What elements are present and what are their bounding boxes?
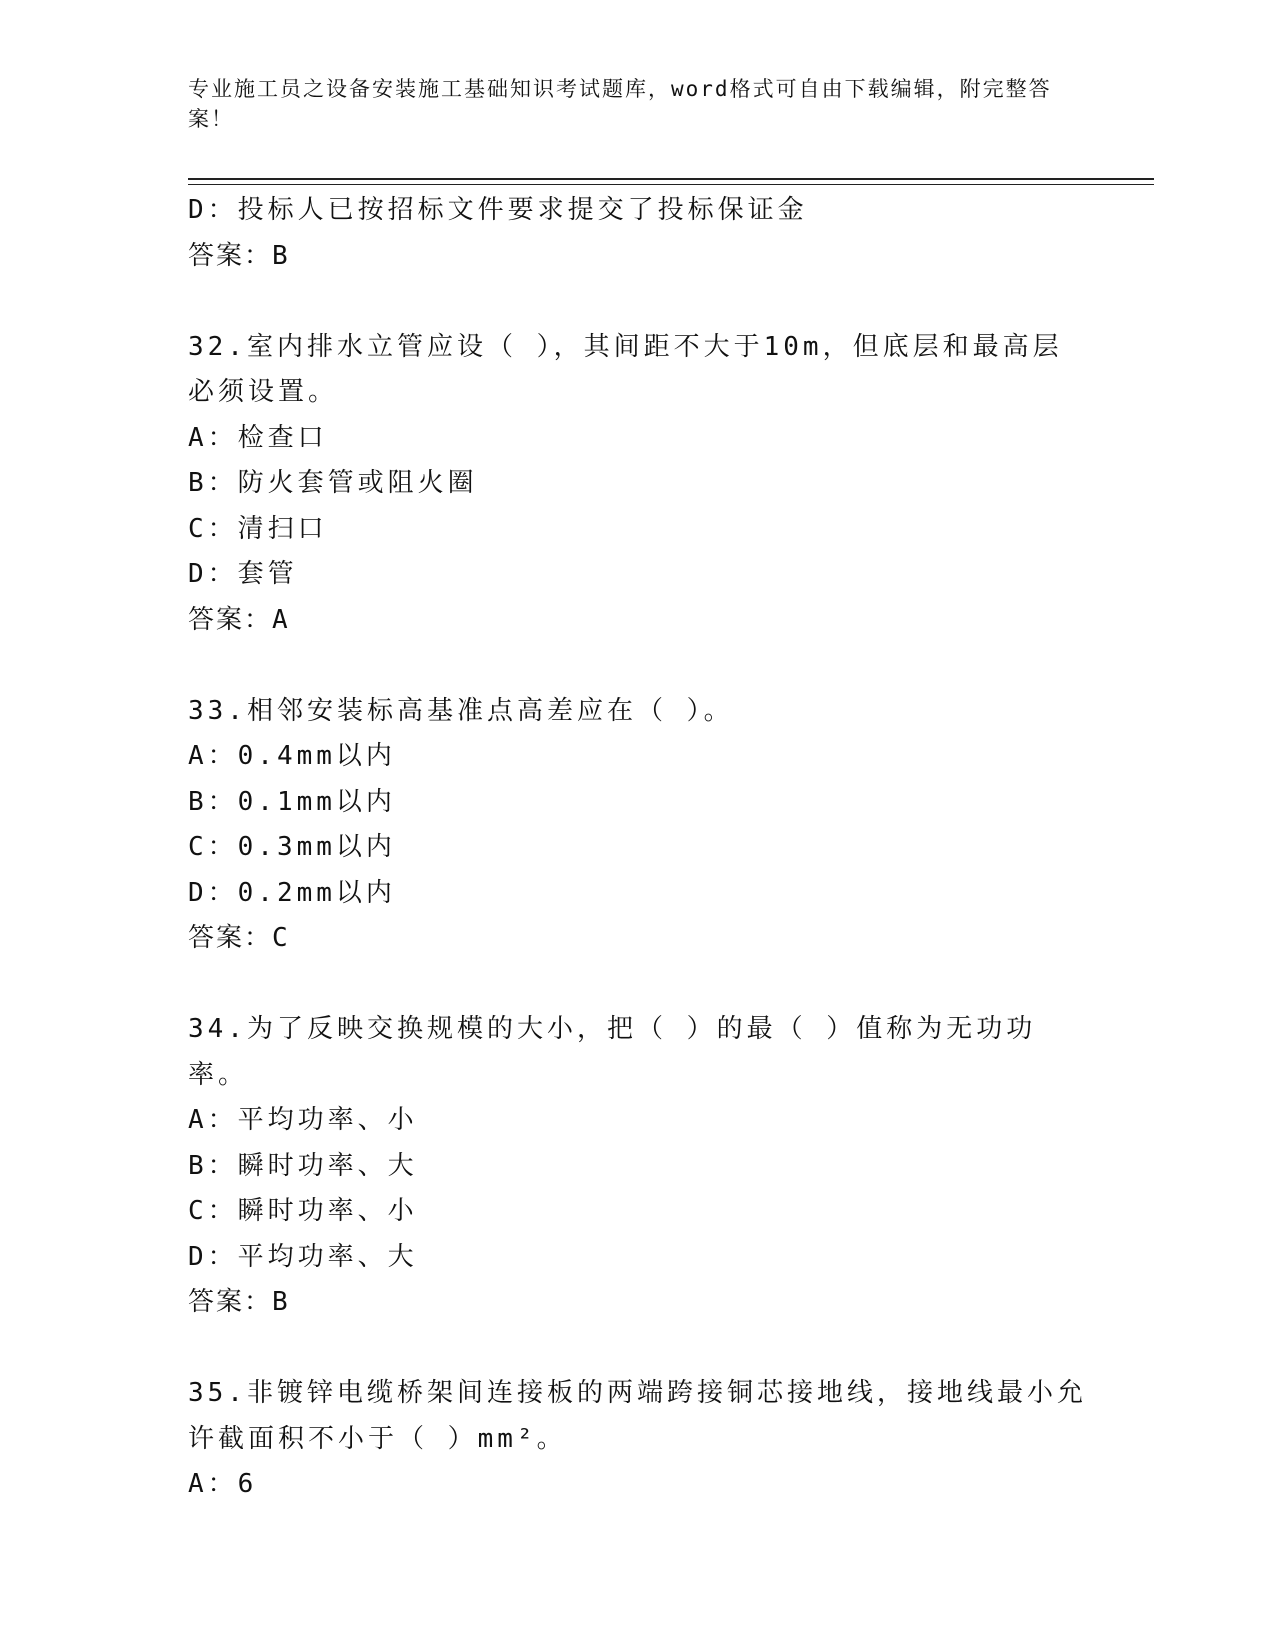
question-34: [188, 1007, 1088, 1326]
option-a: A：检查口: [188, 422, 328, 453]
question-stem: 35.非镀锌电缆桥架间连接板的两端跨接铜芯接地线，接地线最小允许截面积不小于（ ）mm²。: [188, 1378, 1087, 1454]
answer: 答案：B: [188, 1287, 290, 1317]
option-d: D：0.2mm以内: [188, 877, 396, 908]
option-b: B：瞬时功率、大: [188, 1150, 418, 1181]
header-divider-thin: [188, 184, 1154, 185]
question-stem: 34.为了反映交换规模的大小，把（ ）的最（ ）值称为无功功率。: [188, 1014, 1037, 1090]
question-stem: 32.室内排水立管应设（ ），其间距不大于10m，但底层和最高层必须设置。: [188, 331, 1063, 407]
option-a: A：6: [188, 1469, 258, 1499]
option-a: A：0.4mm以内: [188, 741, 396, 771]
answer: 答案：C: [188, 923, 290, 953]
option-a: A：平均功率、小: [188, 1105, 418, 1135]
question-33: [188, 689, 1088, 962]
prev-option-d: D：投标人已按招标文件要求提交了投标保证金: [188, 195, 808, 225]
option-b: B：0.1mm以内: [188, 786, 396, 817]
answer: 答案：A: [188, 604, 290, 635]
question-35: [188, 1371, 1088, 1508]
option-c: C：瞬时功率、小: [188, 1196, 418, 1226]
question-content: [188, 188, 1088, 1508]
option-c: C：0.3mm以内: [188, 832, 396, 862]
option-d: D：套管: [188, 559, 298, 589]
prev-answer: 答案：B: [188, 240, 290, 271]
header-divider-thick: [188, 178, 1154, 180]
option-d: D：平均功率、大: [188, 1241, 418, 1272]
option-c: C：清扫口: [188, 513, 328, 544]
document-header: 专业施工员之设备安装施工基础知识考试题库，word格式可自由下载编辑，附完整答案！: [188, 77, 1052, 131]
option-b: B：防火套管或阻火圈: [188, 468, 478, 498]
question-32: [188, 325, 1088, 644]
question-stem: 33.相邻安装标高基准点高差应在（ ）。: [188, 695, 734, 726]
